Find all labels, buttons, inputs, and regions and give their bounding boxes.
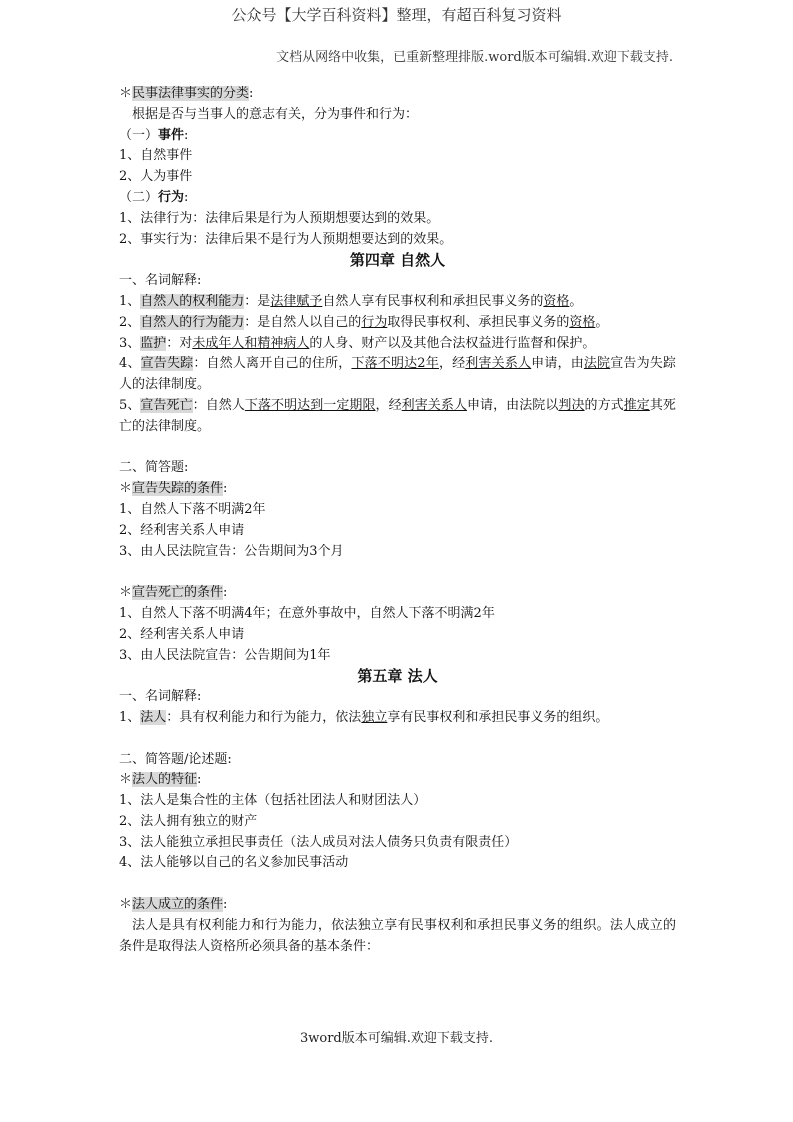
list-item: 1、自然人下落不明满2年 — [119, 501, 266, 517]
page-footer: 3word版本可编辑.欢迎下载支持. — [299, 1031, 494, 1046]
section-heading: 一、名词解释: — [119, 273, 202, 289]
section-heading: 一、名词解释: — [119, 689, 202, 705]
subheading-acts: （二）行为: — [119, 189, 189, 205]
header-note: 文档从网络中收集，已重新整理排版.word版本可编辑.欢迎下载支持. — [276, 50, 673, 65]
question-heading: ＊法人成立的条件: — [119, 897, 228, 913]
section-heading-fact-classification: ＊民事法律事实的分类: — [119, 86, 254, 101]
question-heading: ＊法人的特征: — [119, 772, 202, 788]
list-item: 3、由人民法院宣告：公告期间为3个月 — [119, 543, 344, 559]
definition-item: 1、自然人的权利能力：是法律赋予自然人享有民事权利和承担民事义务的资格。 — [119, 293, 583, 309]
list-item: 2、法人拥有独立的财产 — [119, 813, 258, 829]
highlighted-heading: 民事法律事实的分类 — [132, 86, 250, 101]
list-item: 2、人为事件 — [119, 169, 193, 185]
chapter-title: 第四章 自然人 — [349, 251, 446, 270]
list-item: 2、事实行为：法律后果不是行为人预期想要达到的效果。 — [119, 231, 453, 247]
list-item: 1、法律行为：法律后果是行为人预期想要达到的效果。 — [119, 210, 440, 226]
subheading-events: （一）事件: — [119, 127, 189, 143]
bullet-star: ＊ — [119, 481, 133, 497]
spacer — [119, 438, 676, 459]
question-heading: ＊宣告死亡的条件: — [119, 585, 228, 601]
definition-item: 3、监护：对未成年人和精神病人的人身、财产以及其他合法权益进行监督和保护。 — [119, 335, 596, 351]
definition-item: 2、自然人的行为能力：是自然人以自己的行为取得民事权利、承担民事义务的资格。 — [119, 314, 609, 330]
list-item: 1、自然事件 — [119, 148, 193, 164]
list-item: 1、法人是集合性的主体（包括社团法人和财团法人） — [119, 793, 427, 809]
definition-item: 4、宣告失踪：自然人离开自己的住所，下落不明达2年，经利害关系人申请，由法院宣告为失踪人的法律制度。 — [119, 356, 676, 393]
paragraph: 法人是具有权利能力和行为能力，依法独立享有民事权利和承担民事义务的组织。法人成立的条件是取得法人资格所必须具备的基本条件： — [119, 917, 676, 954]
paragraph: 根据是否与当事人的意志有关，分为事件和行为： — [132, 106, 419, 122]
spacer — [119, 874, 676, 895]
question-heading: ＊宣告失踪的条件: — [119, 481, 228, 497]
document-body — [119, 84, 676, 957]
list-item: 3、法人能独立承担民事责任（法人成员对法人债务只负责有限责任） — [119, 834, 518, 850]
list-item: 4、法人能够以自己的名义参加民事活动 — [119, 855, 349, 871]
list-item: 2、经利害关系人申请 — [119, 522, 245, 538]
list-item: 2、经利害关系人申请 — [119, 626, 245, 642]
bullet-star: ＊ — [119, 585, 133, 601]
spacer — [119, 729, 676, 750]
bullet-star: ＊ — [119, 86, 133, 101]
section-heading: 二、简答题: — [119, 460, 189, 476]
bullet-star: ＊ — [119, 772, 133, 788]
list-item: 1、自然人下落不明满4年；在意外事故中，自然人下落不明满2年 — [119, 605, 495, 621]
bullet-star: ＊ — [119, 897, 133, 913]
definition-item: 5、宣告死亡：自然人下落不明达到一定期限，经利害关系人申请，由法院以判决的方式推定其死亡的法律制度。 — [119, 397, 676, 434]
section-heading: 二、简答题/论述题: — [119, 751, 232, 767]
chapter-title: 第五章 法人 — [357, 667, 438, 686]
definition-item: 1、法人：具有权利能力和行为能力，依法独立享有民事权利和承担民事义务的组织。 — [119, 709, 609, 725]
list-item: 3、由人民法院宣告：公告期间为1年 — [119, 647, 331, 663]
top-banner: 公众号【大学百科资料】整理，有超百科复习资料 — [231, 6, 562, 24]
spacer — [119, 562, 676, 583]
